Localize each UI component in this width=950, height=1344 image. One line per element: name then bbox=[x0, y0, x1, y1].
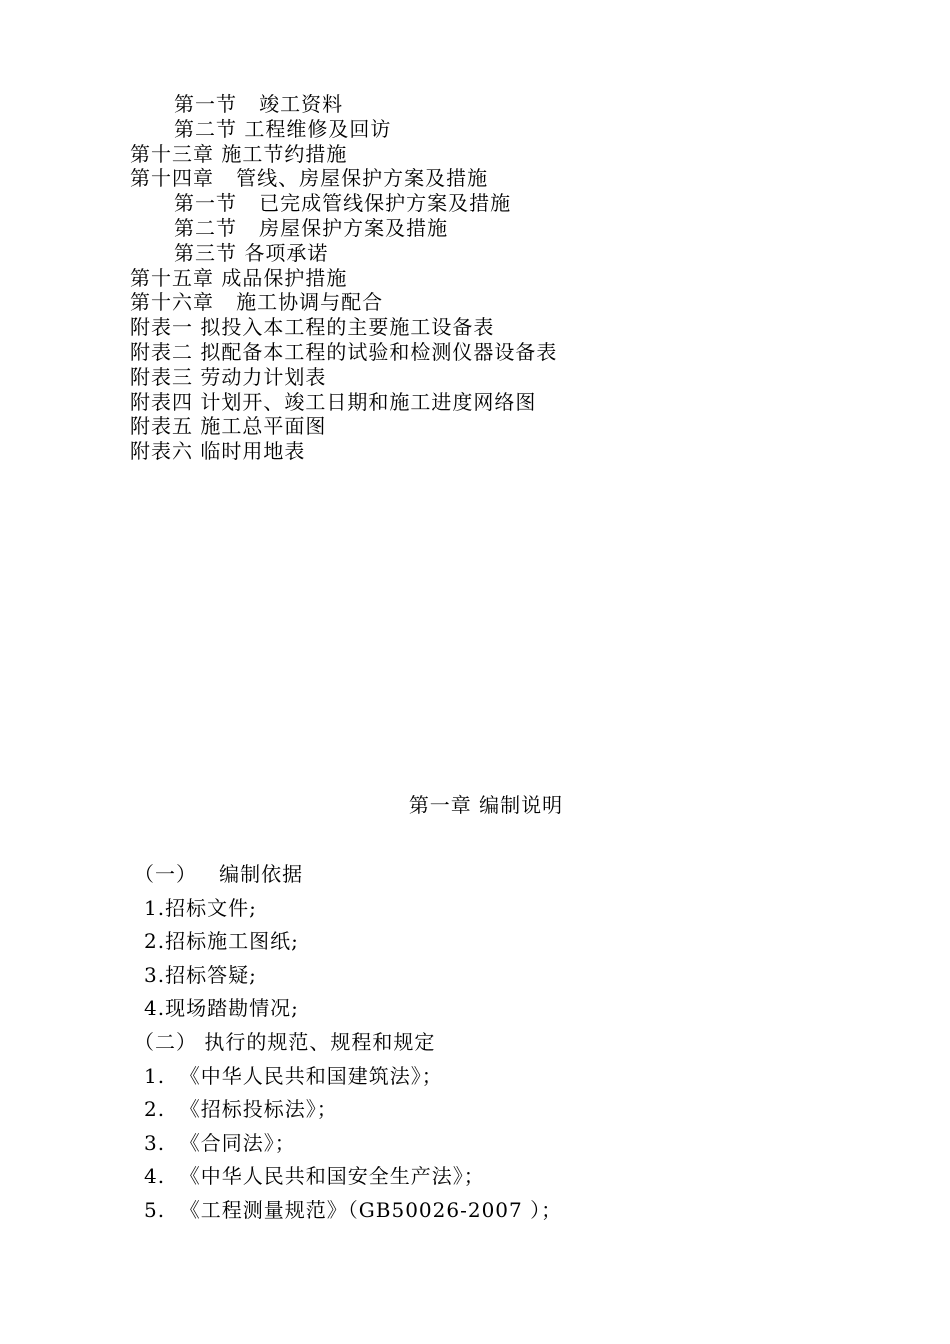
section-heading: （一） 编制依据 bbox=[134, 862, 304, 886]
toc-item[interactable]: 附表四 计划开、竣工日期和施工进度网络图 bbox=[130, 389, 537, 414]
list-item: 5. 《工程测量规范》（GB50026-2007 ）； bbox=[144, 1197, 563, 1222]
toc-item[interactable]: 附表二 拟配备本工程的试验和检测仪器设备表 bbox=[130, 339, 558, 364]
list-item: 1. 《中华人民共和国建筑法》； bbox=[144, 1063, 443, 1088]
document-body bbox=[134, 858, 894, 1228]
toc-item[interactable]: 第十三章 施工节约措施 bbox=[130, 141, 348, 166]
list-item: 3. 《合同法》； bbox=[144, 1130, 296, 1155]
toc-item[interactable]: 第十四章 管线、房屋保护方案及措施 bbox=[130, 166, 489, 191]
toc-item[interactable]: 附表一 拟投入本工程的主要施工设备表 bbox=[130, 315, 495, 340]
list-item: 3.招标答疑; bbox=[144, 962, 257, 987]
section-heading: （二） 执行的规范、规程和规定 bbox=[134, 1029, 436, 1054]
toc-item[interactable]: 附表三 劳动力计划表 bbox=[130, 364, 327, 389]
list-item: 4.现场踏勘情况; bbox=[144, 996, 299, 1021]
list-item: 2. 《招标投标法》； bbox=[144, 1097, 338, 1122]
list-item: 4. 《中华人民共和国安全生产法》； bbox=[144, 1164, 485, 1189]
list-item: 2.招标施工图纸; bbox=[144, 929, 299, 954]
toc-item[interactable]: 第一节 已完成管线保护方案及措施 bbox=[174, 191, 512, 216]
toc-item[interactable]: 第十五章 成品保护措施 bbox=[130, 265, 348, 290]
list-item: 1.招标文件; bbox=[144, 895, 257, 920]
toc-item[interactable]: 附表五 施工总平面图 bbox=[130, 414, 327, 439]
toc-item[interactable]: 第三节 各项承诺 bbox=[174, 240, 329, 265]
toc-item[interactable]: 第二节 工程维修及回访 bbox=[174, 116, 392, 141]
chapter-title: 第一章 编制说明 bbox=[408, 793, 564, 817]
toc-item[interactable]: 第二节 房屋保护方案及措施 bbox=[174, 215, 449, 240]
toc-item[interactable]: 附表六 临时用地表 bbox=[130, 439, 306, 464]
toc-item[interactable]: 第一节 竣工资料 bbox=[174, 92, 344, 116]
table-of-contents bbox=[130, 92, 890, 464]
toc-item[interactable]: 第十六章 施工协调与配合 bbox=[130, 290, 384, 315]
